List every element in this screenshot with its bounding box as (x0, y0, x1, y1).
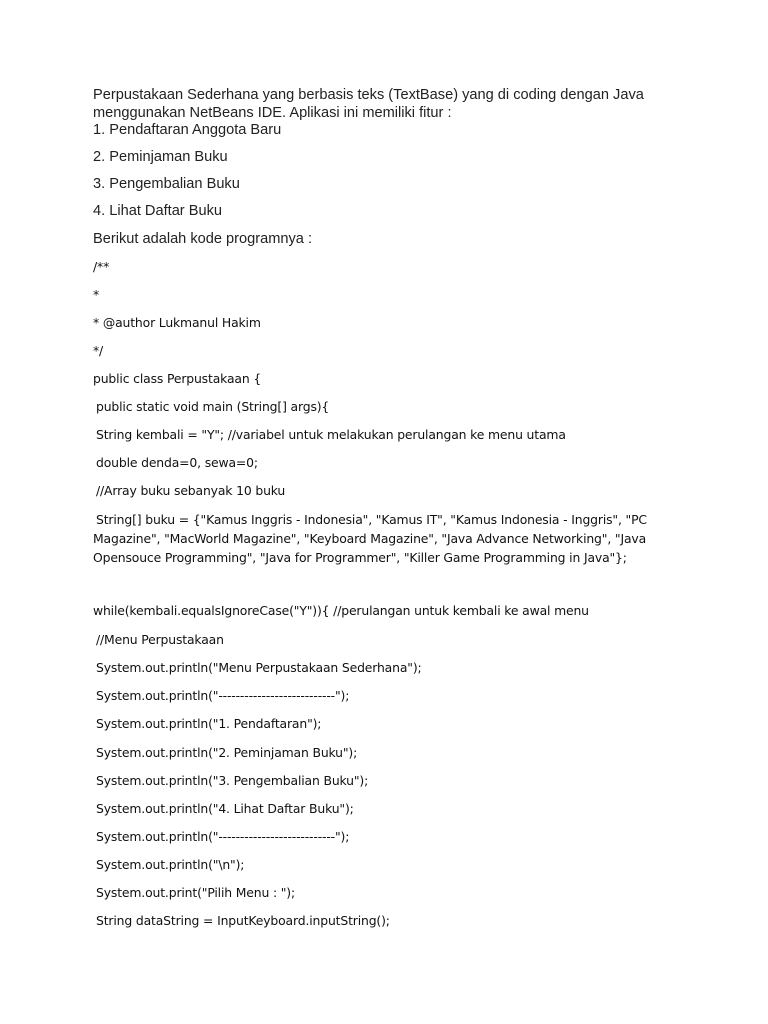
code-comment-close: */ (93, 343, 104, 358)
feature-item-1: 1. Pendaftaran Anggota Baru (93, 122, 282, 138)
code-print-pilih-menu: System.out.print("Pilih Menu : "); (96, 885, 296, 900)
code-print-option-2: System.out.println("2. Peminjaman Buku"); (96, 745, 358, 760)
code-buku-array-line-2: Magazine", "MacWorld Magazine", "Keyboard Magazine", "Java Advance Networking", "Java (93, 531, 647, 546)
code-buku-array (93, 510, 663, 567)
code-print-separator-1: System.out.println("---------------------------"); (96, 688, 350, 703)
code-array-comment: //Array buku sebanyak 10 buku (96, 483, 286, 498)
code-comment-open: /** (93, 259, 110, 274)
code-main-declaration: public static void main (String[] args){ (96, 399, 330, 414)
feature-item-3: 3. Pengembalian Buku (93, 176, 240, 192)
code-buku-array-line-1: String[] buku = {"Kamus Inggris - Indonesia", "Kamus IT", "Kamus Indonesia - Inggris", "PC (96, 512, 647, 527)
code-print-option-1: System.out.println("1. Pendaftaran"); (96, 716, 322, 731)
code-kembali-declaration: String kembali = "Y"; //variabel untuk melakukan perulangan ke menu utama (96, 427, 566, 442)
code-while-loop: while(kembali.equalsIgnoreCase("Y")){ //perulangan untuk kembali ke awal menu (93, 603, 589, 618)
code-class-declaration: public class Perpustakaan { (93, 371, 262, 386)
code-buku-array-line-3: Opensouce Programming", "Java for Programmer", "Killer Game Programming in Java"}; (93, 550, 627, 565)
lead-in-text: Berikut adalah kode programnya : (93, 231, 313, 247)
feature-item-2: 2. Peminjaman Buku (93, 149, 228, 165)
intro-paragraph (93, 86, 693, 122)
feature-item-4: 4. Lihat Daftar Buku (93, 203, 222, 219)
code-comment-star: * (93, 287, 100, 302)
code-author: * @author Lukmanul Hakim (93, 315, 261, 330)
code-print-title: System.out.println("Menu Perpustakaan Sederhana"); (96, 660, 422, 675)
code-print-option-4: System.out.println("4. Lihat Daftar Buku"); (96, 801, 354, 816)
intro-line-2: menggunakan NetBeans IDE. Aplikasi ini memiliki fitur : (93, 105, 452, 121)
code-menu-comment: //Menu Perpustakaan (96, 632, 224, 647)
code-print-newline: System.out.println("\n"); (96, 857, 245, 872)
code-denda-declaration: double denda=0, sewa=0; (96, 455, 258, 470)
code-print-separator-2: System.out.println("---------------------------"); (96, 829, 350, 844)
code-datastring-input: String dataString = InputKeyboard.inputString(); (96, 913, 390, 928)
intro-line-1: Perpustakaan Sederhana yang berbasis teks (TextBase) yang di coding dengan Java (93, 87, 644, 103)
code-print-option-3: System.out.println("3. Pengembalian Buku"); (96, 773, 369, 788)
